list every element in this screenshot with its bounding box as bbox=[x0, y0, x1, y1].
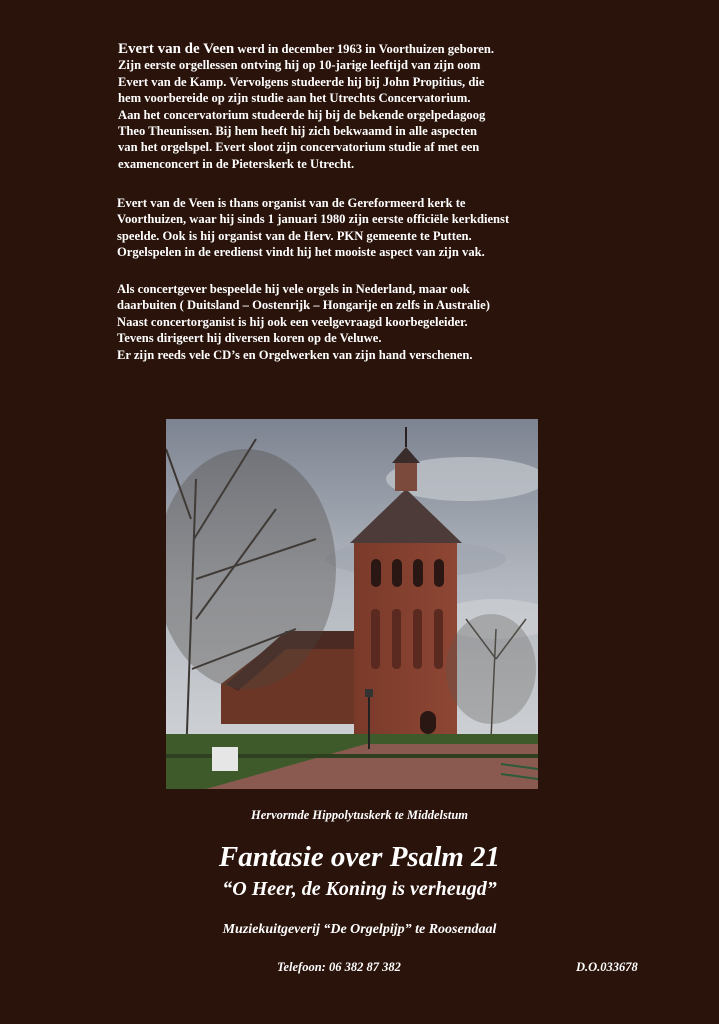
church-photo bbox=[166, 419, 538, 789]
bio-line: van het orgelspel. Evert sloot zijn concervatorium studie af met een bbox=[118, 140, 480, 155]
piece-title: Fantasie over Psalm 21 bbox=[218, 841, 501, 873]
biography-paragraph-1 bbox=[118, 41, 598, 172]
bio-line: speelde. Ook is hij organist van de Herv. PKN gemeente te Putten. bbox=[117, 228, 472, 243]
bio-line: Er zijn reeds vele CD’s en Orgelwerken van zijn hand verschenen. bbox=[117, 347, 473, 362]
bio-line: Theo Theunissen. Bij hem heeft hij zich bekwaamd in alle aspecten bbox=[118, 124, 478, 139]
bio-line: Zijn eerste orgellessen ontving hij op 10-jarige leeftijd van zijn oom bbox=[118, 58, 481, 73]
bio-first-line: Evert van de Veen werd in december 1963 in Voorthuizen geboren. bbox=[118, 41, 495, 57]
bio-line: Evert van de Veen is thans organist van de Gereformeerd kerk te bbox=[117, 196, 466, 210]
photo-caption: Hervormde Hippolytuskerk te Middelstum bbox=[250, 808, 468, 822]
bio-line: Evert van de Kamp. Vervolgens studeerde hij bij John Propitius, die bbox=[118, 74, 485, 89]
bio-line: Als concertgever bespeelde hij vele orgels in Nederland, maar ook bbox=[117, 282, 470, 296]
piece-subtitle: “O Heer, de Koning is verheugd” bbox=[222, 878, 497, 900]
bio-line: Naast concertorganist is hij ook een veelgevraagd koorbegeleider. bbox=[117, 314, 468, 329]
bio-line: Aan het concervatorium studeerde hij bij de bekende orgelpedagoog bbox=[118, 107, 486, 122]
catalog-code: D.O.033678 bbox=[576, 960, 638, 974]
composer-name: Evert van de Veen bbox=[118, 41, 235, 57]
bio-line: Orgelspelen in de eredienst vindt hij het mooiste aspect van zijn vak. bbox=[117, 245, 485, 260]
biography-paragraph-2 bbox=[117, 195, 509, 261]
publisher-line: Muziekuitgeverij “De Orgelpijp” te Roosendaal bbox=[222, 922, 497, 937]
bio-line: Tevens dirigeert hij diversen koren op de Veluwe. bbox=[117, 331, 382, 346]
phone-number: Telefoon: 06 382 87 382 bbox=[277, 960, 401, 974]
bio-line: hem voorbereide op zijn studie aan het Utrechts Concervatorium. bbox=[118, 91, 471, 106]
biography-paragraph-3 bbox=[117, 281, 490, 363]
bio-line: Voorthuizen, waar hij sinds 1 januari 1980 zijn eerste officiële kerkdienst bbox=[117, 212, 510, 227]
bio-line: daarbuiten ( Duitsland – Oostenrijk – Hongarije en zelfs in Australie) bbox=[117, 298, 490, 313]
bio-line: examenconcert in de Pieterskerk te Utrecht. bbox=[118, 156, 355, 171]
